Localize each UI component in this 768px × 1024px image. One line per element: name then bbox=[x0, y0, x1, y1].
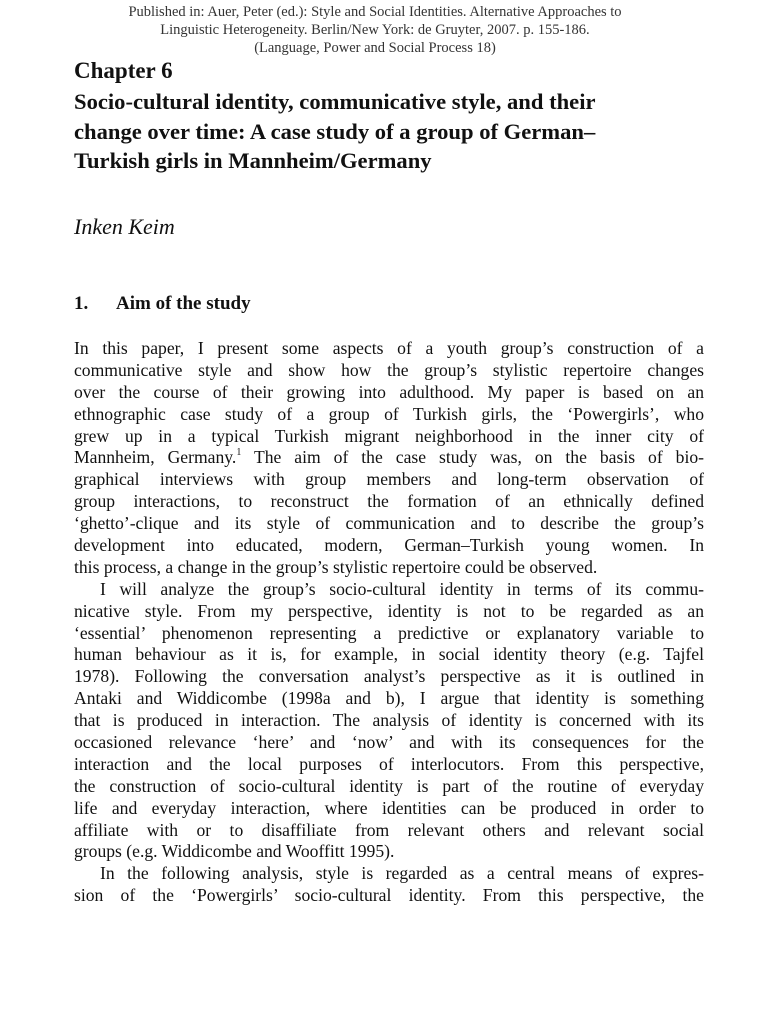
paragraph bbox=[74, 579, 704, 864]
paragraph-line: ‘essential’ phenomenon representing a predictive or explanatory variable to bbox=[74, 622, 704, 643]
paragraph-line: Antaki and Widdicombe (1998a and b), I argue that identity is something bbox=[74, 688, 704, 709]
publication-note-line: Published in: Auer, Peter (ed.): Style and Social Identities. Alternative Approaches to bbox=[128, 4, 622, 20]
body-text bbox=[74, 338, 704, 907]
paragraph-line: ethnographic case study of a group of Turkish girls, the ‘Powergirls’, who bbox=[74, 403, 704, 424]
chapter-title bbox=[74, 87, 714, 176]
publication-note bbox=[60, 3, 690, 57]
publication-note-line: Linguistic Heterogeneity. Berlin/New York: de Gruyter, 2007. p. 155-186. bbox=[160, 22, 590, 38]
paragraph-line: graphical interviews with group members and long-term observation of bbox=[74, 469, 704, 490]
chapter-title-line: Socio-cultural identity, communicative style, and their bbox=[74, 89, 596, 114]
author-name: Inken Keim bbox=[74, 214, 175, 239]
paragraph-line: this process, a change in the group’s stylistic repertoire could be observed. bbox=[74, 556, 598, 577]
paragraph-line: Mannheim, Germany.$^1$ The aim of the case study was, on the basis of bio- bbox=[74, 447, 705, 468]
chapter-label: Chapter 6 bbox=[74, 58, 173, 83]
section-number: 1. bbox=[74, 293, 89, 314]
paragraph-line: grew up in a typical Turkish migrant neighborhood in the inner city of bbox=[74, 425, 704, 446]
section-heading bbox=[74, 291, 251, 317]
paragraph-line: ‘ghetto’-clique and its style of communication and to describe the group’s bbox=[74, 513, 704, 534]
paragraph bbox=[74, 863, 704, 907]
paragraph-line: that is produced in interaction. The analysis of identity is concerned with its bbox=[74, 710, 704, 731]
paragraph-line: sion of the ‘Powergirls’ socio-cultural identity. From this perspective, the bbox=[74, 885, 704, 906]
paragraph bbox=[74, 338, 704, 579]
paragraph-line: group interactions, to reconstruct the formation of an ethnically defined bbox=[74, 491, 704, 512]
chapter-title-line: Turkish girls in Mannheim/Germany bbox=[74, 148, 432, 173]
paragraph-line: affiliate with or to disaffiliate from relevant others and relevant social bbox=[74, 819, 704, 840]
paragraph-line: occasioned relevance ‘here’ and ‘now’ and with its consequences for the bbox=[74, 732, 704, 753]
paragraph-line: I will analyze the group’s socio-cultural identity in terms of its commu- bbox=[100, 578, 704, 599]
paragraph-line: groups (e.g. Widdicombe and Wooffitt 1995). bbox=[74, 841, 395, 862]
paragraph-line: In this paper, I present some aspects of a youth group’s construction of a bbox=[74, 338, 704, 358]
paragraph-line: interaction and the local purposes of interlocutors. From this perspective, bbox=[74, 753, 704, 774]
paragraph-line: the construction of socio-cultural identity is part of the routine of everyday bbox=[74, 775, 704, 796]
chapter-title-line: change over time: A case study of a group of German– bbox=[74, 118, 596, 144]
paragraph-line: 1978). Following the conversation analyst’s perspective as it is outlined in bbox=[74, 666, 704, 687]
paragraph-line: In the following analysis, style is regarded as a central means of expres- bbox=[100, 863, 704, 884]
publication-note-line: (Language, Power and Social Process 18) bbox=[254, 40, 496, 56]
footnote-marker[interactable]: 1 bbox=[236, 447, 242, 459]
paragraph-line: human behaviour as it is, for example, in social identity theory (e.g. Tajfel bbox=[74, 644, 704, 665]
paragraph-line: nicative style. From my perspective, identity is not to be regarded as an bbox=[74, 600, 704, 621]
paragraph-line: communicative style and show how the group’s stylistic repertoire changes bbox=[74, 359, 704, 380]
paragraph-line: over the course of their growing into adulthood. My paper is based on an bbox=[74, 381, 704, 402]
paragraph-line: development into educated, modern, German–Turkish young women. In bbox=[74, 535, 704, 556]
section-title: Aim of the study bbox=[116, 293, 251, 314]
paragraph-line: life and everyday interaction, where identities can be produced in order to bbox=[74, 797, 704, 818]
